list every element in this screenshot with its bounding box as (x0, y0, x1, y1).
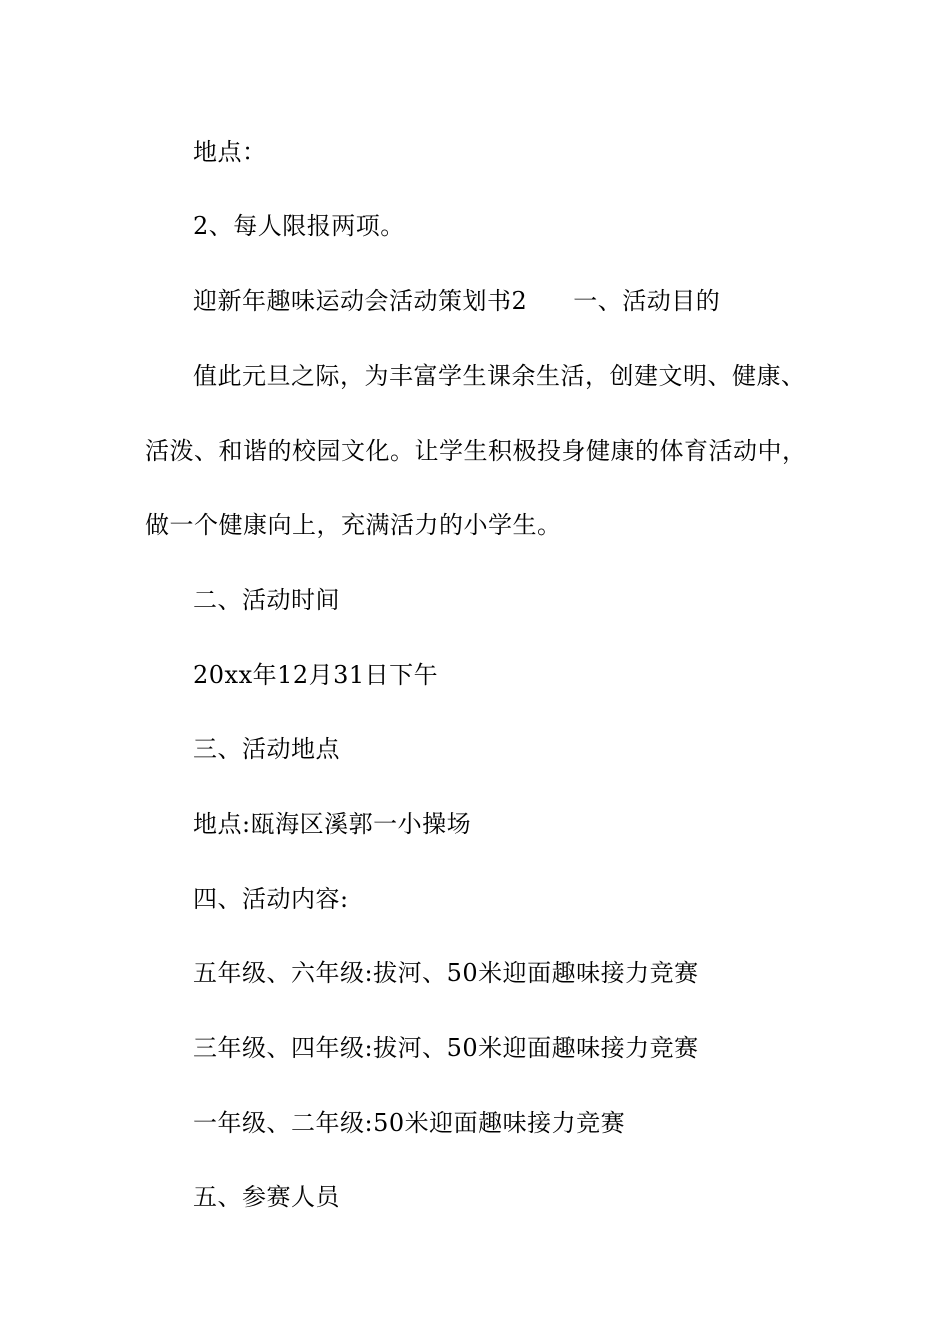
section-heading-venue: 三、活动地点 (193, 735, 340, 763)
paragraph-title-line (193, 286, 720, 316)
paragraph-entry-limit: 2、每人限报两项。 (193, 212, 405, 240)
section-heading-content: 四、活动内容: (193, 885, 349, 913)
paragraph-venue-value: 地点:瓯海区溪郭一小操场 (193, 810, 472, 838)
document-title: 迎新年趣味运动会活动策划书2 (193, 287, 528, 315)
paragraph-location-label: 地点： (193, 138, 267, 166)
section-heading-time: 二、活动时间 (193, 586, 340, 614)
paragraph-content-grade-3-4: 三年级、四年级:拔河、50米迎面趣味接力竞赛 (193, 1034, 699, 1062)
paragraph-purpose-line-2: 活泼、和谐的校园文化。让学生积极投身健康的体育活动中， (145, 437, 807, 465)
paragraph-purpose-line-3: 做一个健康向上，充满活力的小学生。 (145, 511, 562, 539)
paragraph-purpose-line-1: 值此元旦之际，为丰富学生课余生活，创建文明、健康、 (193, 362, 806, 390)
paragraph-content-grade-1-2: 一年级、二年级:50米迎面趣味接力竞赛 (193, 1109, 626, 1137)
paragraph-content-grade-5-6: 五年级、六年级:拔河、50米迎面趣味接力竞赛 (193, 959, 699, 987)
section-heading-participants: 五、参赛人员 (193, 1183, 340, 1211)
section-heading-purpose: 一、活动目的 (573, 287, 721, 315)
paragraph-time-value: 20xx年12月31日下午 (193, 661, 439, 689)
